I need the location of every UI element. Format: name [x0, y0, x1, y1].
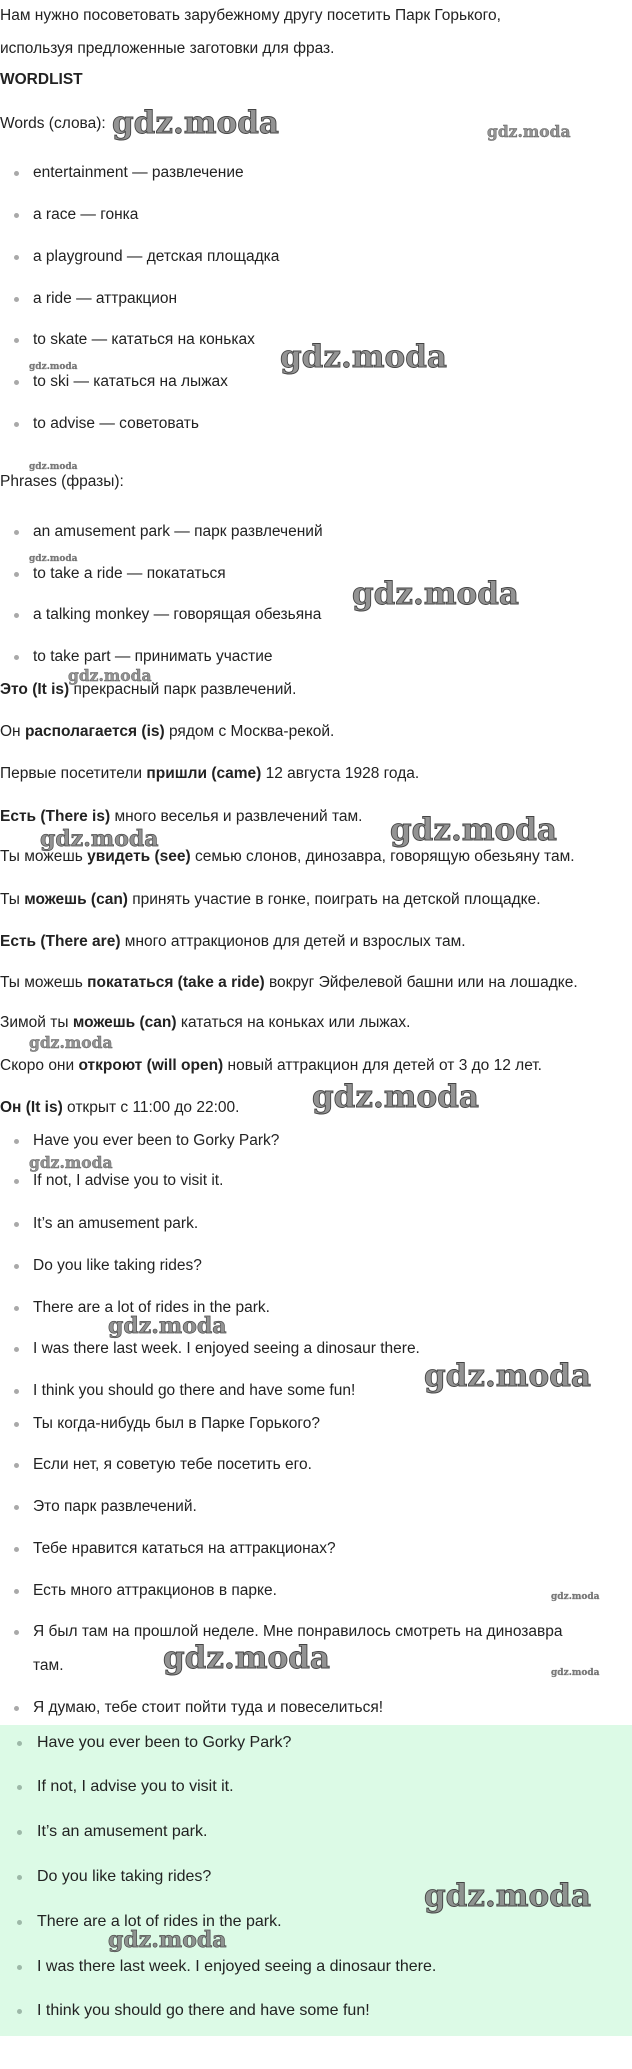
watermark: gdz.moda [29, 554, 78, 564]
sentence-text: Скоро они [0, 1057, 79, 1074]
words-label: Words (слова): [0, 115, 106, 132]
phrase-item: to take a ride — покататься [0, 564, 226, 584]
intro-line-2: используя предложенные заготовки для фраз. [0, 40, 335, 57]
sentence-line [0, 1013, 410, 1033]
dialogue-ru-item: Тебе нравится кататься на аттракционах? [0, 1539, 336, 1559]
watermark: gdz.moda [424, 1878, 591, 1914]
sentence-line [0, 1056, 542, 1076]
sentence-text: Первые посетители [0, 765, 147, 782]
sentence-keyword: Это (It is) [0, 681, 70, 698]
sentence-line [0, 847, 575, 867]
answer-item: I think you should go there and have some fun! [0, 2000, 370, 2022]
watermark: gdz.moda [108, 1927, 227, 1953]
sentence-line [0, 764, 419, 784]
sentence-line [0, 973, 578, 993]
sentence-text: Ты можешь [0, 974, 88, 991]
sentence-line [0, 722, 334, 742]
sentence-keyword: Он (It is) [0, 1099, 63, 1116]
watermark: gdz.moda [390, 812, 557, 848]
dialogue-en-item: Do you like taking rides? [0, 1256, 202, 1276]
watermark: gdz.moda [40, 826, 159, 852]
watermark: gdz.moda [29, 462, 78, 472]
answer-item: Do you like taking rides? [0, 1866, 211, 1888]
watermark: gdz.moda [424, 1358, 591, 1394]
dialogue-en-item: It’s an amusement park. [0, 1214, 198, 1234]
sentence-text: новый аттракцион для детей от 3 до 12 лет. [223, 1057, 542, 1074]
sentence-keyword: увидеть (see) [87, 848, 191, 865]
watermark: gdz.moda [68, 666, 152, 685]
sentence-text: вокруг Эйфелевой башни или на лошадке. [264, 974, 578, 991]
sentence-line [0, 1098, 239, 1118]
sentence-text: Ты [0, 891, 25, 908]
sentence-text: 12 августа 1928 года. [261, 765, 420, 782]
sentence-text: семью слонов, динозавра, говорящую обезьяну там. [190, 848, 575, 865]
sentence-line [0, 890, 541, 910]
sentence-text: много аттракционов для детей и взрослых там. [120, 933, 466, 950]
answer-item: If not, I advise you to visit it. [0, 1776, 234, 1798]
watermark: gdz.moda [280, 339, 447, 375]
sentence-text: принять участие в гонке, поиграть на детской площадке. [127, 891, 541, 908]
sentence-text: рядом с Москва-рекой. [164, 723, 335, 740]
word-item: entertainment — развлечение [0, 163, 244, 183]
dialogue-en-item: I think you should go there and have some fun! [0, 1381, 355, 1401]
answer-item: I was there last week. I enjoyed seeing a dinosaur there. [0, 1956, 436, 1978]
watermark: gdz.moda [352, 576, 519, 612]
word-item: to skate — кататься на коньках [0, 330, 255, 350]
sentence-keyword: Есть (There are) [0, 933, 121, 950]
phrase-item: to take part — принимать участие [0, 647, 273, 667]
sentence-keyword: покататься (take a ride) [87, 974, 265, 991]
answer-item: Have you ever been to Gorky Park? [0, 1732, 291, 1754]
dialogue-ru-item: Ты когда-нибудь был в Парке Горького? [0, 1414, 320, 1434]
word-item: a race — гонка [0, 205, 138, 225]
intro-line-1: Нам нужно посоветовать зарубежному другу посетить Парк Горького, [0, 7, 501, 24]
word-item: to ski — кататься на лыжах [0, 372, 228, 392]
watermark: gdz.moda [163, 1640, 330, 1676]
watermark: gdz.moda [29, 1033, 113, 1052]
sentence-line [0, 932, 466, 952]
sentence-keyword: откроют (will open) [78, 1057, 224, 1074]
dialogue-ru-item: Есть много аттракционов в парке. [0, 1581, 277, 1601]
dialogue-ru-item: Я думаю, тебе стоит пойти туда и повеселиться! [0, 1698, 383, 1718]
phrase-item: a talking monkey — говорящая обезьяна [0, 605, 321, 625]
sentence-keyword: можешь (can) [72, 1014, 177, 1031]
answer-item: It’s an amusement park. [0, 1821, 207, 1843]
sentence-text: открыт с 11:00 до 22:00. [62, 1099, 240, 1116]
dialogue-en-item: If not, I advise you to visit it. [0, 1171, 223, 1191]
dialogue-en-item: Have you ever been to Gorky Park? [0, 1131, 279, 1151]
watermark: gdz.moda [487, 122, 571, 141]
sentence-keyword: располагается (is) [24, 723, 165, 740]
sentence-keyword: можешь (can) [24, 891, 128, 908]
sentence-text: Он [0, 723, 25, 740]
wordlist-heading: WORDLIST [0, 71, 83, 88]
dialogue-ru-item: Я был там на прошлой неделе. Мне понравилось смотреть на динозавра там. [0, 1615, 581, 1683]
dialogue-ru-item: Если нет, я советую тебе посетить его. [0, 1455, 312, 1475]
sentence-keyword: Есть (There is) [0, 808, 111, 825]
sentence-text: прекрасный парк развлечений. [69, 681, 297, 698]
sentence-text: кататься на коньках или лыжах. [176, 1014, 411, 1031]
watermark: gdz.moda [29, 1153, 113, 1172]
watermark: gdz.moda [551, 1592, 600, 1602]
phrase-item: an amusement park — парк развлечений [0, 522, 323, 542]
dialogue-ru-item: Это парк развлечений. [0, 1497, 197, 1517]
dialogue-en-item: I was there last week. I enjoyed seeing a dinosaur there. [0, 1339, 420, 1359]
sentence-text: Ты можешь [0, 848, 88, 865]
sentence-line [0, 680, 296, 700]
watermark: gdz.moda [551, 1668, 600, 1678]
word-item: to advise — советовать [0, 414, 199, 434]
watermark: gdz.moda [29, 362, 78, 372]
answer-box [0, 1725, 632, 2036]
watermark: gdz.moda [112, 105, 279, 141]
sentence-text: Зимой ты [0, 1014, 73, 1031]
watermark: gdz.moda [108, 1313, 227, 1339]
watermark: gdz.moda [312, 1079, 479, 1115]
sentence-text: много веселья и развлечений там. [110, 808, 363, 825]
word-item: a ride — аттракцион [0, 289, 177, 309]
phrases-label: Phrases (фразы): [0, 473, 124, 490]
answer-item: There are a lot of rides in the park. [0, 1911, 282, 1933]
sentence-line [0, 807, 362, 827]
dialogue-en-item: There are a lot of rides in the park. [0, 1298, 270, 1318]
sentence-keyword: пришли (came) [146, 765, 262, 782]
word-item: a playground — детская площадка [0, 247, 279, 267]
